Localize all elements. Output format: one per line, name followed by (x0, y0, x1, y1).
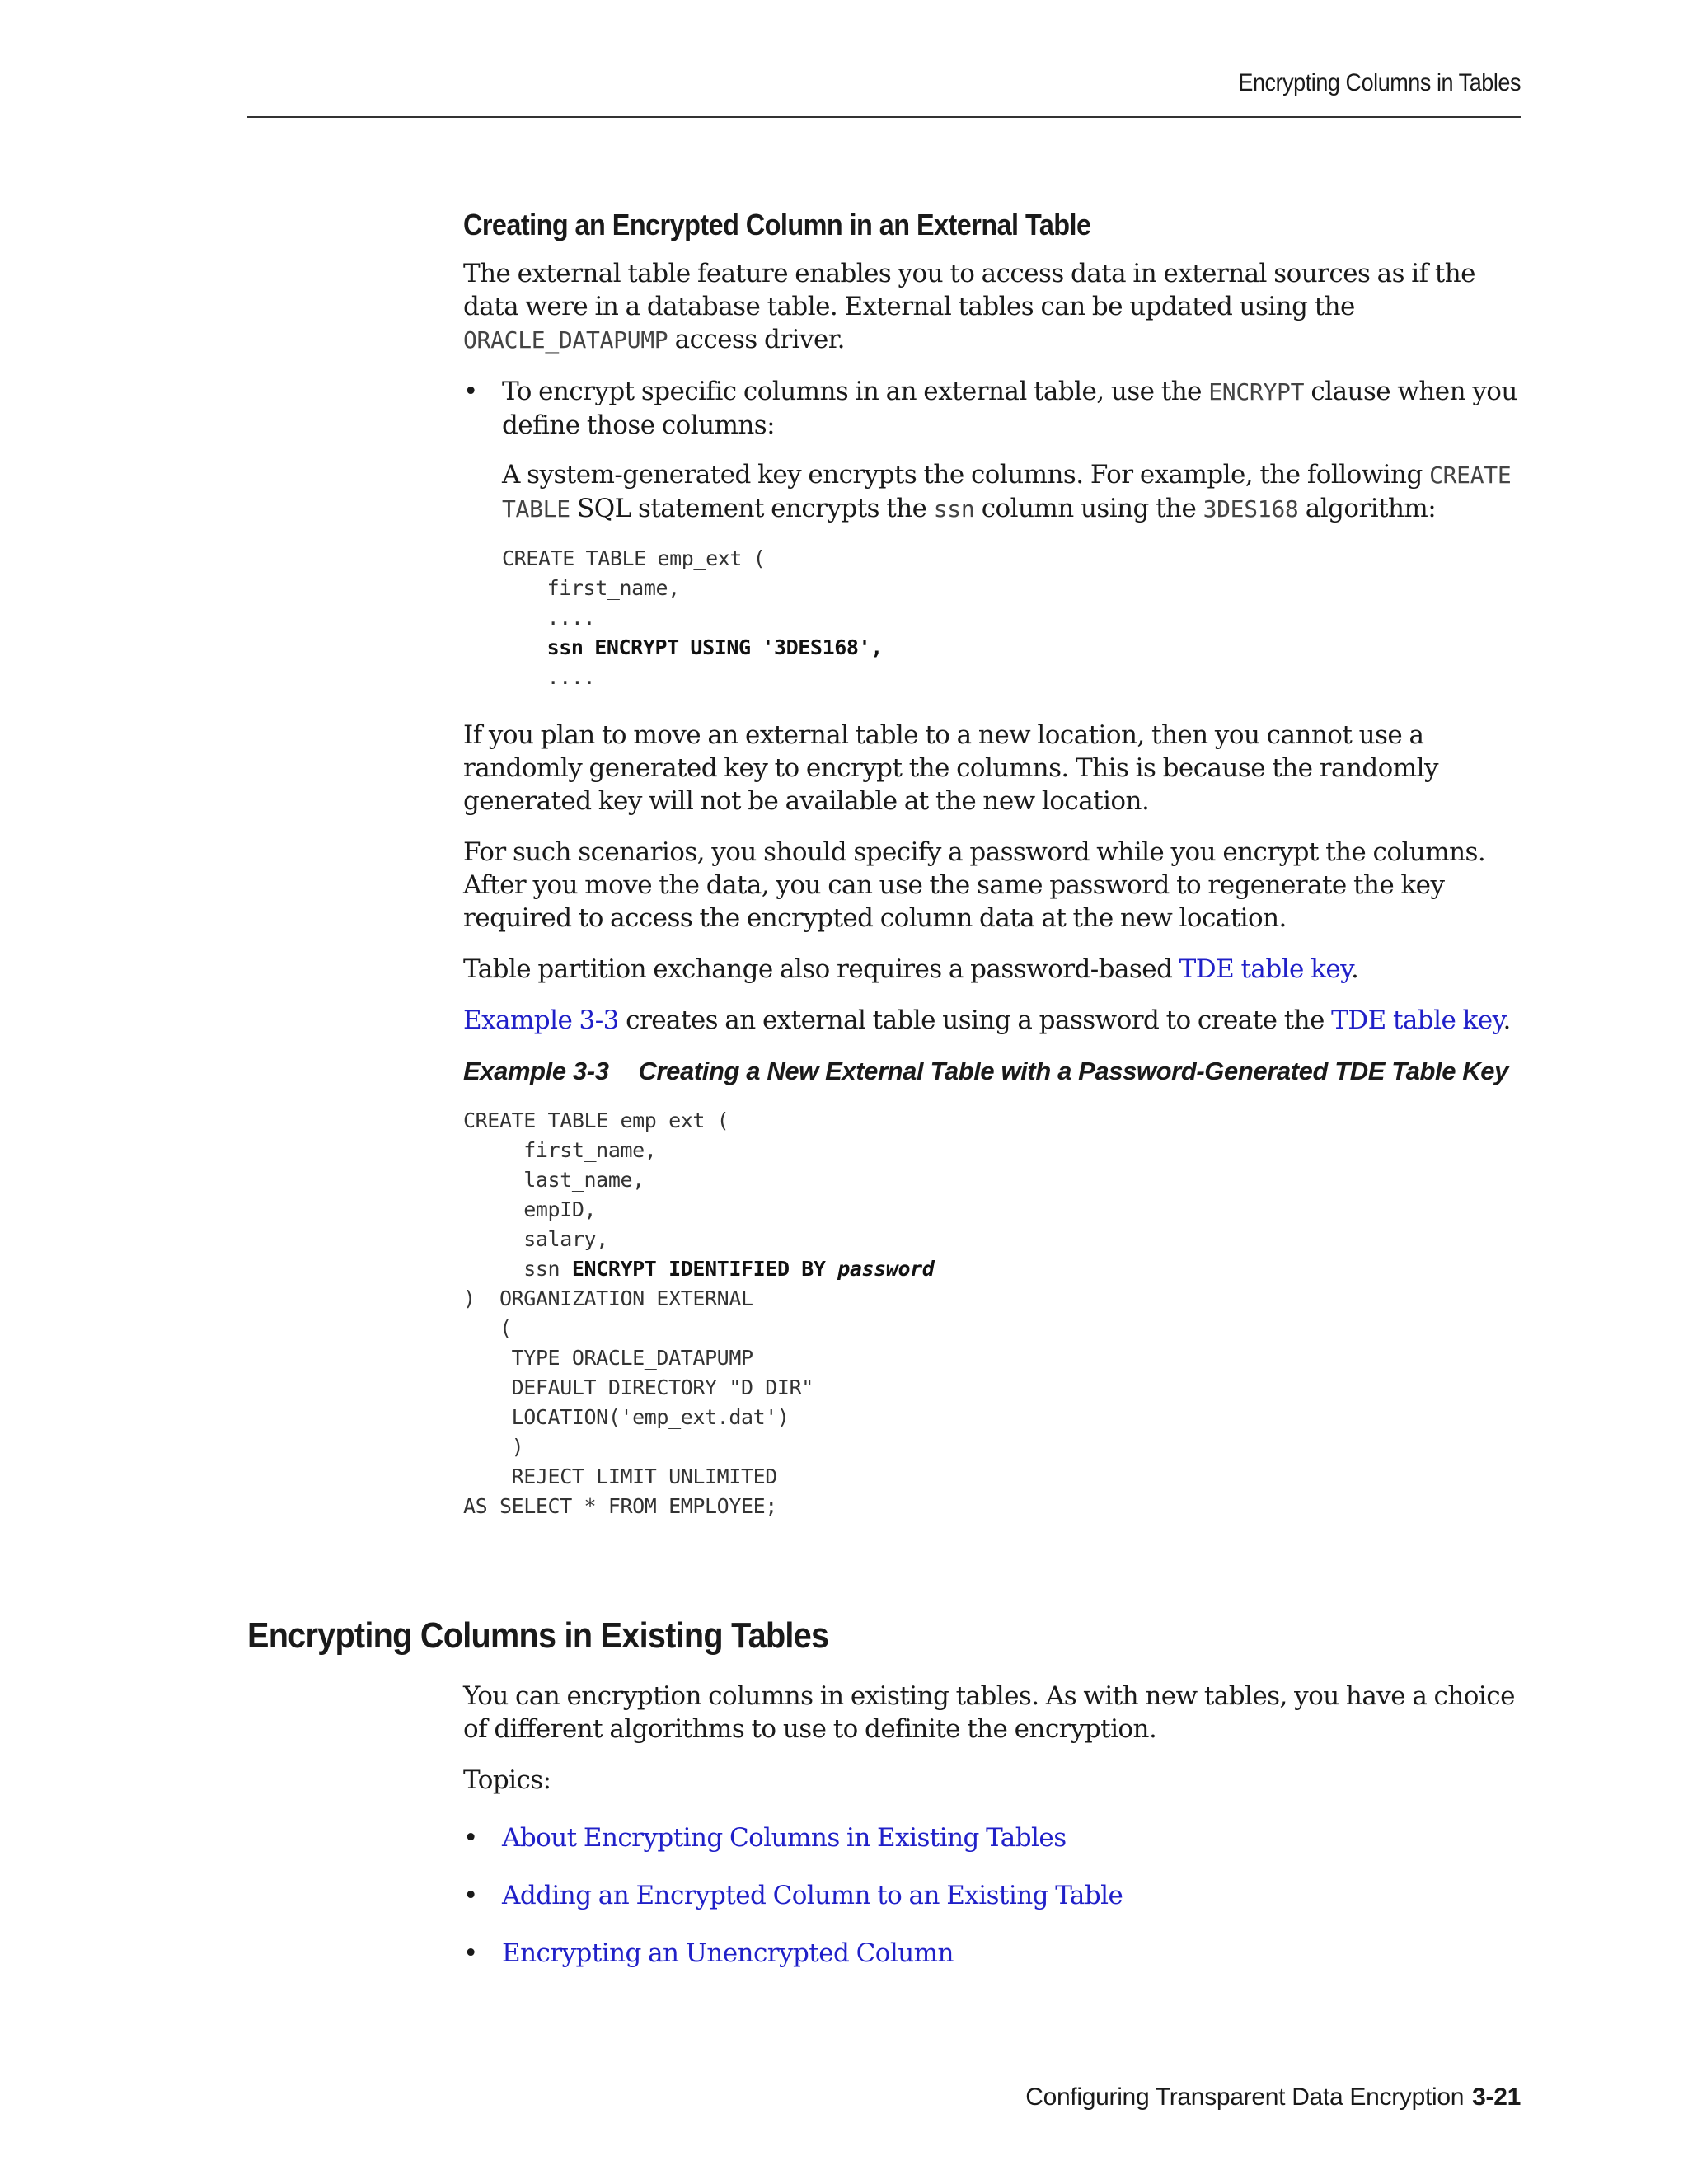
section-external-table (463, 208, 1526, 1540)
link-adding-encrypted-column[interactable]: Adding an Encrypted Column to an Existing Table (502, 1881, 1123, 1910)
link-tde-table-key[interactable]: TDE table key (1331, 1005, 1503, 1035)
example-label: Example 3-3 (463, 1057, 609, 1085)
bullet-icon: • (463, 1938, 478, 1968)
section-existing-tables (463, 1680, 1526, 1994)
code-line: REJECT LIMIT UNLIMITED (463, 1465, 777, 1488)
code-line: ) (463, 1435, 524, 1459)
code-line: ssn (463, 1257, 572, 1281)
code-term: ENCRYPT (1208, 378, 1305, 405)
list-item (463, 1879, 1526, 1912)
code-block-encrypt-using (502, 544, 1526, 692)
code-line: last_name, (463, 1168, 645, 1192)
footer-title: Configuring Transparent Data Encryption (1025, 2083, 1465, 2111)
link-example-3-3[interactable]: Example 3-3 (463, 1005, 619, 1035)
running-footer (247, 2083, 1521, 2111)
code-line: ) ORGANIZATION EXTERNAL (463, 1286, 753, 1310)
bullet-icon: • (463, 1881, 478, 1910)
code-line: salary, (463, 1227, 608, 1251)
code-placeholder: password (837, 1257, 935, 1281)
code-line: LOCATION('emp_ext.dat') (463, 1405, 790, 1429)
code-line: DEFAULT DIRECTORY "D_DIR" (463, 1376, 814, 1399)
paragraph-scenarios: For such scenarios, you should specify a password while you encrypt the columns. After you move the data, you can use the same password to regenerate the key required to access the encrypted column data at the new location. (463, 837, 1486, 933)
topics-label: Topics: (463, 1765, 551, 1795)
code-line: TYPE ORACLE_DATAPUMP (463, 1346, 753, 1370)
section-heading: Creating an Encrypted Column in an External Table (463, 208, 1091, 241)
text: algorithm: (1298, 494, 1437, 523)
code-line: empID, (463, 1197, 597, 1221)
paragraph-example-ref (463, 1004, 1526, 1037)
example-title: Creating a New External Table with a Password-Generated TDE Table Key (638, 1057, 1508, 1085)
text: . (1350, 954, 1359, 984)
list-item (463, 375, 1526, 692)
paragraph-partition (463, 953, 1526, 986)
link-tde-table-key[interactable]: TDE table key (1179, 954, 1351, 984)
code-block-external-table (463, 1106, 1526, 1521)
text: The external table feature enables you to access data in external sources as if the data were in a database table. External tables can be updated using the (463, 259, 1475, 321)
list-item (463, 1937, 1526, 1970)
text: access driver. (668, 325, 845, 354)
bullet-icon: • (463, 377, 478, 406)
paragraph-system-key (502, 458, 1526, 526)
code-line: AS SELECT * FROM EMPLOYEE; (463, 1494, 777, 1518)
text: To encrypt specific columns in an external table, use the (502, 377, 1209, 406)
paragraph-move-table: If you plan to move an external table to a new location, then you cannot use a randomly generated key to encrypt the columns. This is because the randomly generated key will not be available at the new location. (463, 720, 1438, 816)
bullet-icon: • (463, 1823, 478, 1853)
code-line: ( (463, 1316, 512, 1340)
code-line: first_name, (463, 1138, 657, 1162)
code-line: .... (502, 665, 596, 689)
list-item (463, 1821, 1526, 1854)
link-about-encrypting[interactable]: About Encrypting Columns in Existing Tables (502, 1823, 1067, 1853)
section-heading-existing-tables: Encrypting Columns in Existing Tables (247, 1615, 829, 1656)
page-number: 3-21 (1472, 2083, 1521, 2111)
running-header: Encrypting Columns in Tables (1238, 69, 1521, 96)
code-term: 3DES168 (1203, 495, 1299, 523)
paragraph-existing: You can encryption columns in existing tables. As with new tables, you have a choice of different algorithms to use to definite the encryption. (463, 1681, 1515, 1744)
topics-list (463, 1821, 1526, 1970)
text: SQL statement encrypts the (570, 494, 934, 523)
code-term: CREATE TABLE (502, 462, 1512, 523)
code-line-bold: ssn ENCRYPT USING '3DES168', (502, 635, 883, 659)
paragraph-intro (463, 257, 1526, 357)
code-term: ssn (933, 495, 975, 523)
code-line: CREATE TABLE emp_ext ( (502, 546, 766, 570)
text: . (1503, 1005, 1511, 1035)
link-encrypting-unencrypted[interactable]: Encrypting an Unencrypted Column (502, 1938, 954, 1968)
text: column using the (974, 494, 1203, 523)
text: creates an external table using a password to create the (618, 1005, 1332, 1035)
text: clause when you define those columns: (502, 377, 1517, 440)
code-line: CREATE TABLE emp_ext ( (463, 1108, 729, 1132)
code-keyword-bold: ENCRYPT IDENTIFIED BY (571, 1257, 838, 1281)
code-line: .... (502, 606, 596, 630)
example-caption (463, 1055, 1526, 1088)
header-rule (247, 116, 1521, 118)
text: A system-generated key encrypts the columns. For example, the following (502, 460, 1430, 490)
text: Table partition exchange also requires a password-based (463, 954, 1179, 984)
bullet-list (463, 375, 1526, 692)
code-line: first_name, (502, 576, 680, 600)
code-term: ORACLE_DATAPUMP (463, 326, 668, 354)
